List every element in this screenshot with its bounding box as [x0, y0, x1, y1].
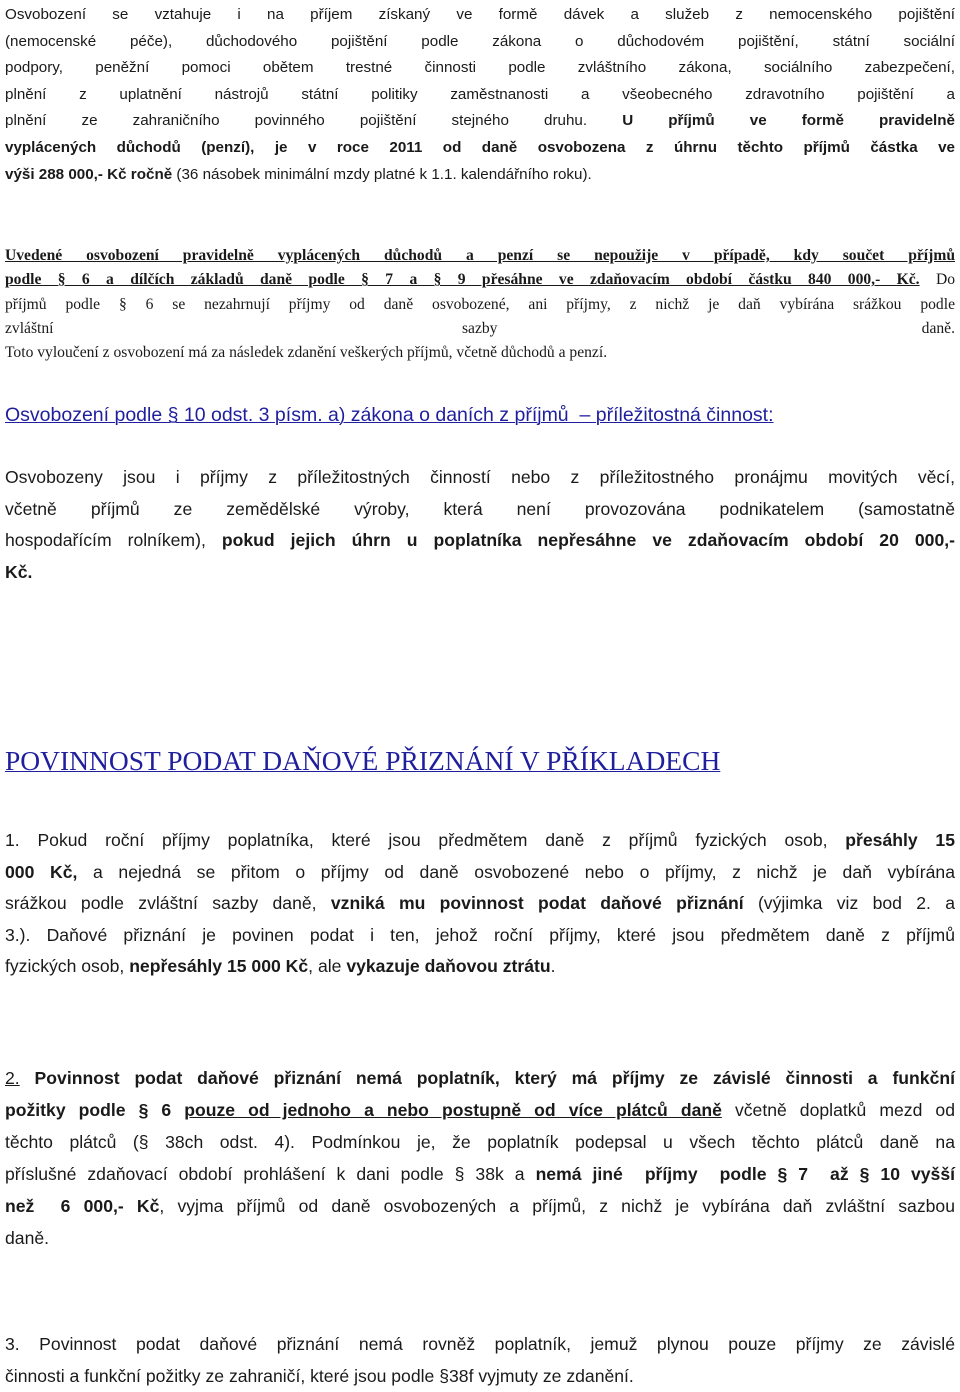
text-line	[5, 108, 955, 135]
bold-span: U příjmů ve formě pravidelně	[622, 112, 955, 129]
text-line	[5, 951, 955, 983]
text-span: fyzických osob,	[5, 956, 124, 976]
bold-span: vykazuje daňovou ztrátu	[346, 956, 550, 976]
text-line	[5, 557, 955, 589]
text-line: daně.	[5, 1222, 955, 1254]
bold-span: vyplácených důchodů (penzí), je v roce 2011 od daně osvobozena z úhrnu těchto příjmů částka ve	[5, 139, 955, 156]
text-span: plnění ze zahraničního povinného pojištění stejného druhu.	[5, 112, 587, 129]
text-line: činnosti a funkční požitky ze zahraničí, které jsou podle §38f vyjmuty ze zdanění.	[5, 1361, 955, 1392]
text-line: Osvobozeny jsou i příjmy z příležitostných činností nebo z příležitostného pronájmu movitých věcí,	[5, 462, 955, 494]
heading-part: :	[768, 404, 773, 426]
bold-span: výši 288 000,- Kč ročně	[5, 166, 172, 183]
text-line: podpory, peněžní pomoci obětem trestné činnosti podle zvláštního zákona, sociálního zabezpečení,	[5, 55, 955, 82]
text-line	[5, 244, 955, 268]
bold-underlined-span: pouze od jednoho a nebo postupně od více plátců daně	[184, 1100, 722, 1120]
text-line: plnění z uplatnění nástrojů státní politiky zaměstnanosti a všeobecného zdravotního pojištění a	[5, 82, 955, 109]
bold-span: Uvedené osvobození pravidelně vyplácených důchodů a penzí se nepoužije v případě, kdy součet příjmů	[5, 247, 955, 264]
text-span: Do	[936, 271, 955, 288]
text-line	[5, 1158, 955, 1190]
text-span: (36 násobek minimální mzdy platné k 1.1. kalendářního roku).	[176, 166, 591, 183]
section-heading-tax-return-duty: POVINNOST PODAT DAŇOVÉ PŘIZNÁNÍ V PŘÍKLADECH	[5, 745, 720, 777]
text-span: , vyjma příjmů od daně osvobozených a příjmů, z nichž je vybírána daň zvláštní sazbou	[159, 1196, 955, 1216]
text-line	[5, 162, 955, 189]
bold-span: pokud jejich úhrn u poplatníka nepřesáhne ve zdaňovacím období 20 000,-	[222, 530, 955, 550]
text-span: .	[551, 956, 556, 976]
bold-span: Kč.	[5, 562, 32, 582]
text-span: 2.	[5, 1068, 20, 1088]
paragraph-occasional-income	[5, 462, 955, 588]
text-line	[5, 135, 955, 162]
text-span: srážkou podle zvláštní sazby daně,	[5, 893, 317, 913]
text-line	[5, 825, 955, 857]
text-line: Osvobození se vztahuje i na příjem získaný ve formě dávek a služeb z nemocenského pojištění	[5, 2, 955, 29]
text-line: včetně příjmů ze zemědělské výroby, která není provozována podnikatelem (samostatně	[5, 494, 955, 526]
bold-span: než 6 000,- Kč	[5, 1196, 159, 1216]
text-line	[5, 525, 955, 557]
bold-span: Povinnost podat daňové přiznání nemá poplatník, který má příjmy ze závislé činnosti a funkční	[35, 1068, 955, 1088]
paragraph-point-3	[5, 1329, 955, 1392]
text-line: Toto vyloučení z osvobození má za následek zdanění veškerých příjmů, včetně důchodů a penzí.	[5, 341, 955, 365]
bold-span: požitky podle § 6	[5, 1100, 171, 1120]
text-span: příslušné zdaňovací období prohlášení k dani podle § 38k a	[5, 1164, 525, 1184]
paragraph-exemption-benefits	[5, 2, 955, 188]
bold-span: nemá jiné příjmy podle § 7 až § 10 vyšší	[536, 1164, 955, 1184]
paragraph-pension-exception	[5, 244, 955, 365]
text-span: (výjimka viz bod 2. a	[758, 893, 955, 913]
bold-span: přesáhly 15	[845, 830, 955, 850]
text-line	[5, 888, 955, 920]
text-line: 3.). Daňové přiznání je povinen podat i ten, jehož roční příjmy, které jsou předmětem daně z příjmů	[5, 920, 955, 952]
bold-span: nepřesáhly 15 000 Kč	[129, 956, 308, 976]
section-heading-occasional-activity	[5, 404, 774, 427]
text-span: , ale	[308, 956, 341, 976]
text-line	[5, 1094, 955, 1126]
text-line: 3. Povinnost podat daňové přiznání nemá rovněž poplatník, jemuž plynou pouze příjmy ze závislé	[5, 1329, 955, 1361]
paragraph-point-2	[5, 1062, 955, 1254]
text-span: včetně doplatků mezd od	[735, 1100, 955, 1120]
text-line: příjmů podle § 6 se nezahrnují příjmy od daně osvobozené, ani příjmy, z nichž je daň vybírána srážkou podle	[5, 293, 955, 317]
text-line	[5, 857, 955, 889]
heading-part: Osvobození podle § 10 odst. 3 písm.	[5, 404, 323, 426]
text-line	[5, 1190, 955, 1222]
bold-span: vzniká mu povinnost podat daňové přiznání	[331, 893, 744, 913]
text-line: (nemocenské péče), důchodového pojištění podle zákona o důchodovém pojištění, státní sociální	[5, 29, 955, 56]
text-line	[5, 1062, 955, 1094]
text-span: 1. Pokud roční příjmy poplatníka, které jsou předmětem daně z příjmů fyzických osob,	[5, 830, 828, 850]
paragraph-point-1	[5, 825, 955, 983]
text-span: hospodařícím rolníkem),	[5, 530, 206, 550]
heading-part: a) zákona o daních z příjmů – příležitostná činnost	[323, 404, 768, 426]
text-span: a nejedná se přitom o příjmy od daně osvobozené nebo o příjmy, z nichž je daň vybírána	[93, 862, 955, 882]
text-line	[5, 268, 955, 292]
text-line: těchto plátců (§ 38ch odst. 4). Podmínkou je, že poplatník podepsal u všech těchto plátců daně na	[5, 1126, 955, 1158]
bold-underlined-span: podle § 6 a dílčích základů daně podle § 7 a § 9 přesáhne ve zdaňovacím období částku 840 000,- Kč.	[5, 271, 920, 288]
text-line: zvláštní sazby daně.	[5, 317, 955, 341]
bold-span: 000 Kč,	[5, 862, 77, 882]
